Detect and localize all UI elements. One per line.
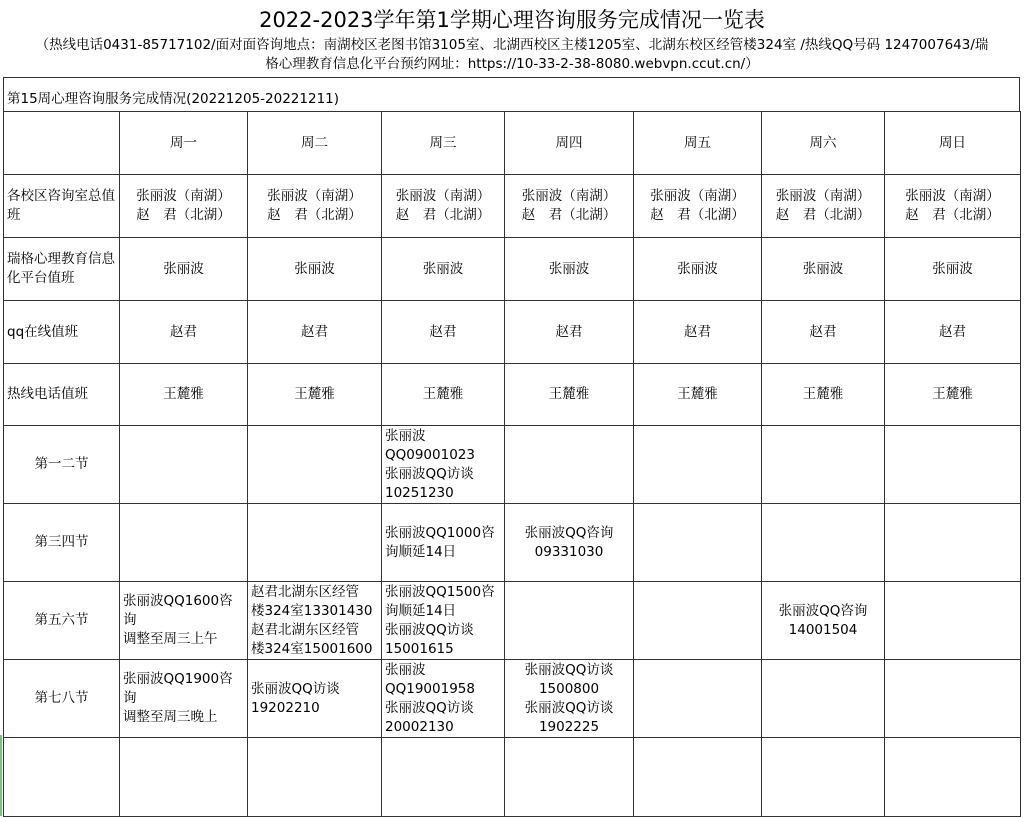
cell-text-line: 张丽波 — [548, 260, 590, 277]
cell-text-line: 询顺延14日 — [385, 543, 457, 560]
cell-text-line: 王麓雅 — [677, 386, 718, 402]
cell-text-line: 1902225 — [538, 718, 600, 735]
schedule-table — [3, 111, 1021, 817]
cell-text-line: 张丽波 — [932, 260, 973, 277]
table-cell — [885, 426, 1021, 504]
cell-text-line: 赵 君（北湖） — [521, 207, 617, 223]
cell-text-line: 张丽波 — [422, 260, 464, 277]
cell-text-line: 张丽波QQ访谈 — [385, 621, 474, 638]
table-cell — [505, 582, 634, 660]
cell-text-line: 楼324室13301430 — [251, 602, 373, 619]
cell-text-line: 询顺延14日 — [385, 602, 457, 619]
cell-text-line: 张丽波QQ访谈 — [524, 699, 614, 716]
table-cell — [120, 175, 248, 238]
day-header-cell: 周三 — [382, 112, 505, 175]
table-cell — [762, 738, 885, 817]
table-cell — [762, 301, 885, 364]
corner-cell — [4, 112, 120, 175]
table-cell — [382, 175, 505, 238]
cell-text-line: 张丽波（南湖） — [521, 188, 617, 204]
table-cell — [634, 301, 762, 364]
cell-text-line: 调整至周三上午 — [123, 631, 218, 647]
cell-text-line: 调整至周三晚上 — [123, 709, 218, 725]
table-cell — [634, 364, 762, 426]
day-header-cell: 周五 — [634, 112, 762, 175]
row-label-cell: 第一二节 — [4, 426, 120, 504]
cell-text-line: 10251230 — [385, 484, 454, 501]
cell-text-line: 张丽波（南湖） — [650, 188, 745, 204]
row-label-cell: 瑞格心理教育信息化平台值班 — [4, 238, 120, 301]
cell-text-line: 赵 君（北湖） — [267, 207, 362, 223]
cell-text-line: 张丽波 — [677, 260, 718, 277]
document-subtitle — [4, 36, 1020, 74]
cell-text-line: 赵君 — [555, 323, 583, 340]
cell-text-line: 张丽波QQ1900咨询 — [123, 671, 233, 706]
table-cell — [505, 301, 634, 364]
table-cell — [248, 426, 382, 504]
table-cell — [885, 738, 1021, 817]
table-cell — [762, 660, 885, 738]
row-label-cell: 第三四节 — [4, 504, 120, 582]
table-cell — [120, 238, 248, 301]
table-cell — [382, 660, 505, 738]
row-label-cell: 第七八节 — [4, 660, 120, 738]
cell-text-line: 赵君 — [170, 323, 197, 340]
day-header-cell: 周六 — [762, 112, 885, 175]
table-cell — [505, 426, 634, 504]
table-cell — [248, 582, 382, 660]
cell-text-line: 赵君 — [809, 323, 837, 340]
cell-text-line: 张丽波QQ1000咨 — [385, 524, 495, 541]
table-cell — [248, 504, 382, 582]
cell-text-line: 楼324室15001600 — [251, 640, 373, 657]
cell-text-line: 19202210 — [251, 699, 320, 716]
cell-text-line: 赵 君（北湖） — [905, 207, 1000, 223]
cell-text-line: 王麓雅 — [548, 386, 590, 402]
table-cell — [505, 738, 634, 817]
table-cell — [120, 582, 248, 660]
table-cell — [505, 175, 634, 238]
table-row — [4, 738, 1021, 817]
table-cell — [120, 738, 248, 817]
cell-text-line: 赵君北湖东区经管 — [251, 621, 359, 638]
cell-text-line: 1500800 — [538, 680, 600, 697]
day-header-cell: 周二 — [248, 112, 382, 175]
cell-text-line: 赵君 — [301, 323, 328, 340]
table-cell — [885, 238, 1021, 301]
cell-text-line: 赵君 — [684, 323, 711, 340]
table-cell — [634, 582, 762, 660]
cell-text-line: 赵君 — [939, 323, 966, 340]
cell-text-line: 赵 君（北湖） — [136, 207, 231, 223]
cell-text-line: 张丽波 — [385, 427, 426, 444]
table-row — [4, 660, 1021, 738]
cell-text-line: 王麓雅 — [422, 386, 464, 402]
table-cell — [505, 660, 634, 738]
cell-text-line: 赵 君（北湖） — [395, 207, 491, 223]
table-cell — [762, 238, 885, 301]
cell-text-line: 张丽波QQ访谈 — [524, 661, 614, 678]
table-cell — [634, 238, 762, 301]
week-header-row — [3, 77, 1020, 111]
cell-text-line: 张丽波QQ访谈 — [385, 465, 474, 482]
table-cell — [634, 426, 762, 504]
table-cell — [120, 660, 248, 738]
table-cell — [505, 364, 634, 426]
table-cell — [634, 738, 762, 817]
row-label-cell: 第五六节 — [4, 582, 120, 660]
table-cell — [634, 175, 762, 238]
table-cell — [885, 504, 1021, 582]
table-cell — [248, 175, 382, 238]
cell-text-line: 张丽波 — [163, 260, 204, 277]
table-row — [4, 504, 1021, 582]
cell-text-line: 赵君 — [429, 323, 457, 340]
cell-text-line: 张丽波QQ咨询 — [524, 524, 614, 541]
table-cell — [762, 175, 885, 238]
table-cell — [382, 238, 505, 301]
table-cell — [120, 364, 248, 426]
table-cell — [382, 738, 505, 817]
subtitle-line-2: 格心理教育信息化平台预约网址：https://10-33-2-38-8080.webvpn.ccut.cn/） — [265, 56, 759, 72]
row-label-cell: qq在线值班 — [4, 301, 120, 364]
cell-text-line: 赵 君（北湖） — [775, 207, 871, 223]
cell-text-line: 20002130 — [385, 718, 454, 735]
table-cell — [762, 364, 885, 426]
subtitle-line-1: （热线电话0431-85717102/面对面咨询地点：南湖校区老图书馆3105室、北湖西校区主楼1205室、北湖东校区经管楼324室 /热线QQ号码 1247007643/瑞 — [35, 37, 989, 53]
cell-text-line: 张丽波（南湖） — [905, 188, 1000, 204]
cell-text-line: 15001615 — [385, 640, 454, 657]
cell-text-line: 09331030 — [534, 543, 604, 560]
day-header-cell: 周日 — [885, 112, 1021, 175]
cell-text-line: 张丽波 — [802, 260, 844, 277]
selection-edge-marker — [0, 735, 2, 816]
cell-text-line: 张丽波（南湖） — [136, 188, 231, 204]
table-cell — [382, 504, 505, 582]
table-cell — [248, 238, 382, 301]
cell-text-line: 王麓雅 — [163, 386, 204, 402]
row-label-cell — [4, 738, 120, 817]
cell-text-line: QQ19001958 — [385, 680, 475, 697]
table-cell — [762, 426, 885, 504]
cell-text-line: 王麓雅 — [294, 386, 335, 402]
cell-text-line: 张丽波QQ1600咨询 — [123, 593, 233, 628]
row-label-cell: 热线电话值班 — [4, 364, 120, 426]
table-row — [4, 364, 1021, 426]
table-cell — [885, 301, 1021, 364]
cell-text-line: 张丽波QQ咨询 — [778, 602, 868, 619]
table-row — [4, 426, 1021, 504]
cell-text-line: 张丽波（南湖） — [395, 188, 491, 204]
table-cell — [885, 364, 1021, 426]
table-row — [4, 175, 1021, 238]
table-cell — [505, 238, 634, 301]
cell-text-line: 14001504 — [788, 621, 858, 638]
cell-text-line: 赵君北湖东区经管 — [251, 583, 359, 600]
cell-text-line: 张丽波（南湖） — [267, 188, 362, 204]
table-cell — [248, 660, 382, 738]
document-title: 2022-2023学年第1学期心理咨询服务完成情况一览表 — [259, 8, 765, 32]
table-cell — [762, 582, 885, 660]
table-cell — [382, 582, 505, 660]
day-header-cell: 周一 — [120, 112, 248, 175]
cell-text-line: 张丽波QQ1500咨 — [385, 583, 495, 600]
table-cell — [382, 364, 505, 426]
table-row — [4, 238, 1021, 301]
cell-text-line: 赵 君（北湖） — [650, 207, 745, 223]
table-row — [4, 301, 1021, 364]
cell-text-line: 王麓雅 — [932, 386, 973, 402]
cell-text-line: 张丽波QQ访谈 — [385, 699, 474, 716]
table-cell — [120, 426, 248, 504]
table-cell — [505, 504, 634, 582]
table-cell — [248, 364, 382, 426]
table-cell — [634, 660, 762, 738]
table-row — [4, 582, 1021, 660]
table-cell — [248, 738, 382, 817]
table-cell — [382, 426, 505, 504]
cell-text-line: 张丽波 — [385, 661, 426, 678]
cell-text-line: 张丽波 — [294, 260, 335, 277]
row-label-cell: 各校区咨询室总值班 — [4, 175, 120, 238]
day-header-row — [4, 112, 1021, 175]
table-cell — [885, 660, 1021, 738]
table-cell — [634, 504, 762, 582]
day-header-cell: 周四 — [505, 112, 634, 175]
table-cell — [120, 301, 248, 364]
cell-text-line: 张丽波QQ访谈 — [251, 680, 340, 697]
table-cell — [120, 504, 248, 582]
table-cell — [885, 582, 1021, 660]
cell-text-line: 张丽波（南湖） — [775, 188, 871, 204]
cell-text-line: QQ09001023 — [385, 446, 475, 463]
table-cell — [762, 504, 885, 582]
week-label: 第15周心理咨询服务完成情况(20221205-20221211) — [7, 91, 340, 107]
table-cell — [885, 175, 1021, 238]
cell-text-line: 王麓雅 — [802, 386, 844, 402]
table-cell — [382, 301, 505, 364]
table-cell — [248, 301, 382, 364]
